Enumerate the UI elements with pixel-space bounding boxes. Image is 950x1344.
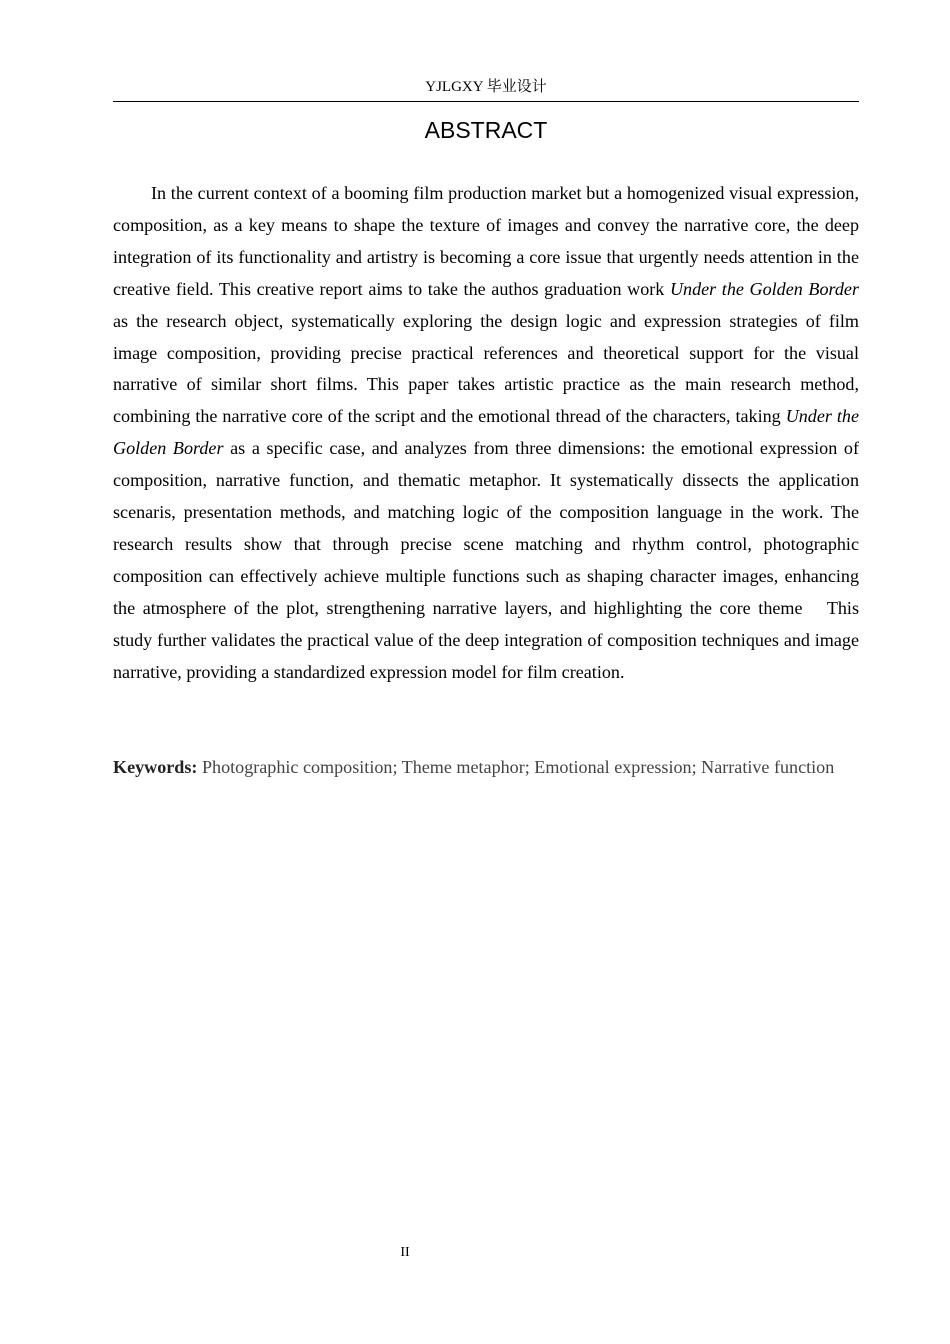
- keywords-label: Keywords:: [113, 757, 198, 777]
- running-header: [113, 76, 859, 102]
- abstract-text-part-1: In the current context of a booming film production market but a homogenized visual expression, composition, as a key means to shape the texture of images and convey the narrative core, the deep integration of its functionality and artistry is becoming a core issue that urgently needs attention in the creative field. This creative report aims to take the authos graduation work: [113, 183, 859, 299]
- keywords-list: Photographic composition; Theme metaphor; Emotional expression; Narrative function: [201, 757, 835, 777]
- abstract-text-part-3: as a specific case, and analyzes from three dimensions: the emotional expression of composition, narrative function, and thematic metaphor. It systematically dissects the application scenaris, presentation methods, and matching logic of the composition language in the work. The research results show that through precise scene matching and rhythm control, photographic composition can effectively achieve multiple functions such as shaping character images, enhancing the atmosphere of the plot, strengthening narrative layers, and highlighting the core theme This study further validates the practical value of the deep integration of composition techniques and image narrative, providing a standardized expression model for film creation.: [113, 438, 859, 682]
- header-text: YJLGXY 毕业设计: [425, 79, 547, 95]
- work-title: Under the Golden Border: [669, 278, 860, 299]
- work-title: Under the Golden Border: [113, 406, 859, 459]
- abstract-text-part-2: as the research object, systematically exploring the design logic and expression strategies of film image composition, providing precise practical references and theoretical support for the visual narrative of similar short films. This paper takes artistic practice as the main research method, combining the narrative core of the script and the emotional thread of the characters, taking: [113, 310, 859, 427]
- page-title: ABSTRACT: [424, 117, 548, 143]
- page-number: II: [400, 1245, 410, 1260]
- keywords-paragraph: [113, 752, 859, 784]
- abstract-paragraph: [113, 178, 859, 689]
